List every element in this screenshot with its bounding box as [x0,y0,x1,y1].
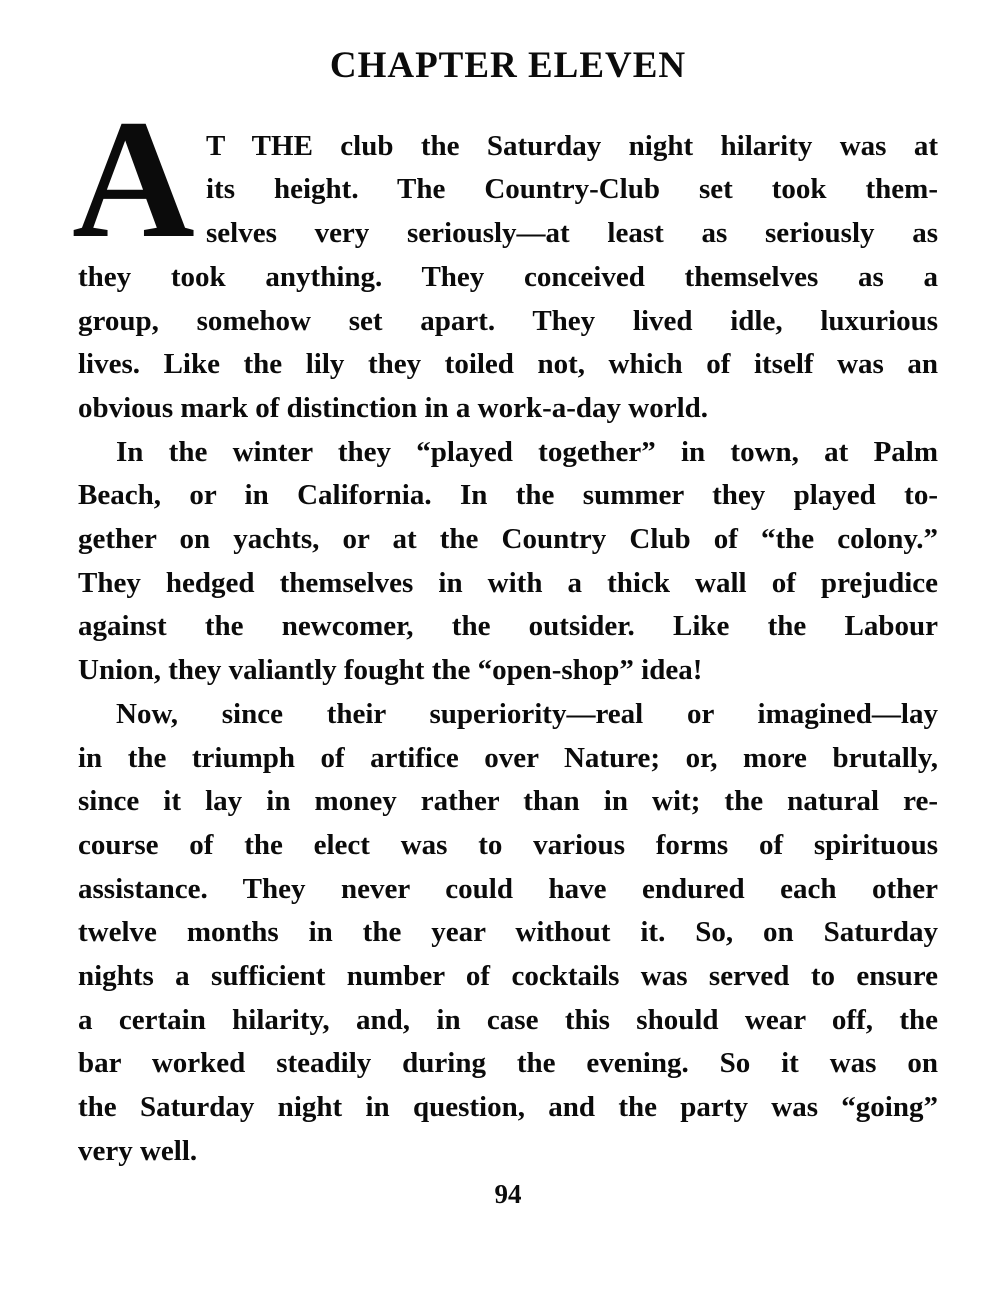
paragraph-3 [78,693,938,1174]
text-line: twelve months in the year without it. So, on Saturday [78,916,938,949]
text-line: very well. [78,1134,198,1167]
text-line: Beach, or in California. In the summer they played to- [78,479,938,512]
text-line: nights a sufficient number of cocktails was served to ensure [78,960,938,993]
paragraph-1 [72,84,938,431]
text-line: the Saturday night in question, and the party was “going” [78,1091,938,1124]
text-line: selves very seriously—at least as seriously as [206,217,938,250]
text-line: group, somehow set apart. They lived idle, luxurious [78,304,938,337]
text-line: since it lay in money rather than in wit; the natural re- [78,785,938,818]
page-number: 94 [494,1178,522,1209]
text-line: a certain hilarity, and, in case this should wear off, the [78,1003,938,1036]
text-line: Now, since their superiority—real or imagined—lay [116,697,938,730]
text-line: gether on yachts, or at the Country Club of “the colony.” [78,523,938,556]
paragraph-2 [78,431,938,693]
text-line: course of the elect was to various forms of spirituous [78,828,938,861]
text-line: in the triumph of artifice over Nature; or, more brutally, [78,741,938,774]
text-line: assistance. They never could have endured each other [78,872,938,905]
chapter-heading: CHAPTER ELEVEN [329,45,687,86]
body-text [72,84,938,1174]
text-line: against the newcomer, the outsider. Like the Labour [78,610,938,643]
text-line: lives. Like the lily they toiled not, which of itself was an [78,348,938,381]
drop-cap-letter: A [72,84,195,273]
drop-cap [72,84,202,273]
text-line: They hedged themselves in with a thick wall of prejudice [78,566,938,599]
text-line: they took anything. They conceived themselves as a [78,260,938,293]
text-line: Union, they valiantly fought the “open-shop” idea! [78,654,703,687]
text-line: bar worked steadily during the evening. So it was on [78,1047,938,1080]
text-line: obvious mark of distinction in a work-a-day world. [78,391,709,424]
text-line: its height. The Country-Club set took them- [206,173,938,206]
text-line: In the winter they “played together” in town, at Palm [116,435,938,468]
text-line: T THE club the Saturday night hilarity was at [206,129,938,162]
